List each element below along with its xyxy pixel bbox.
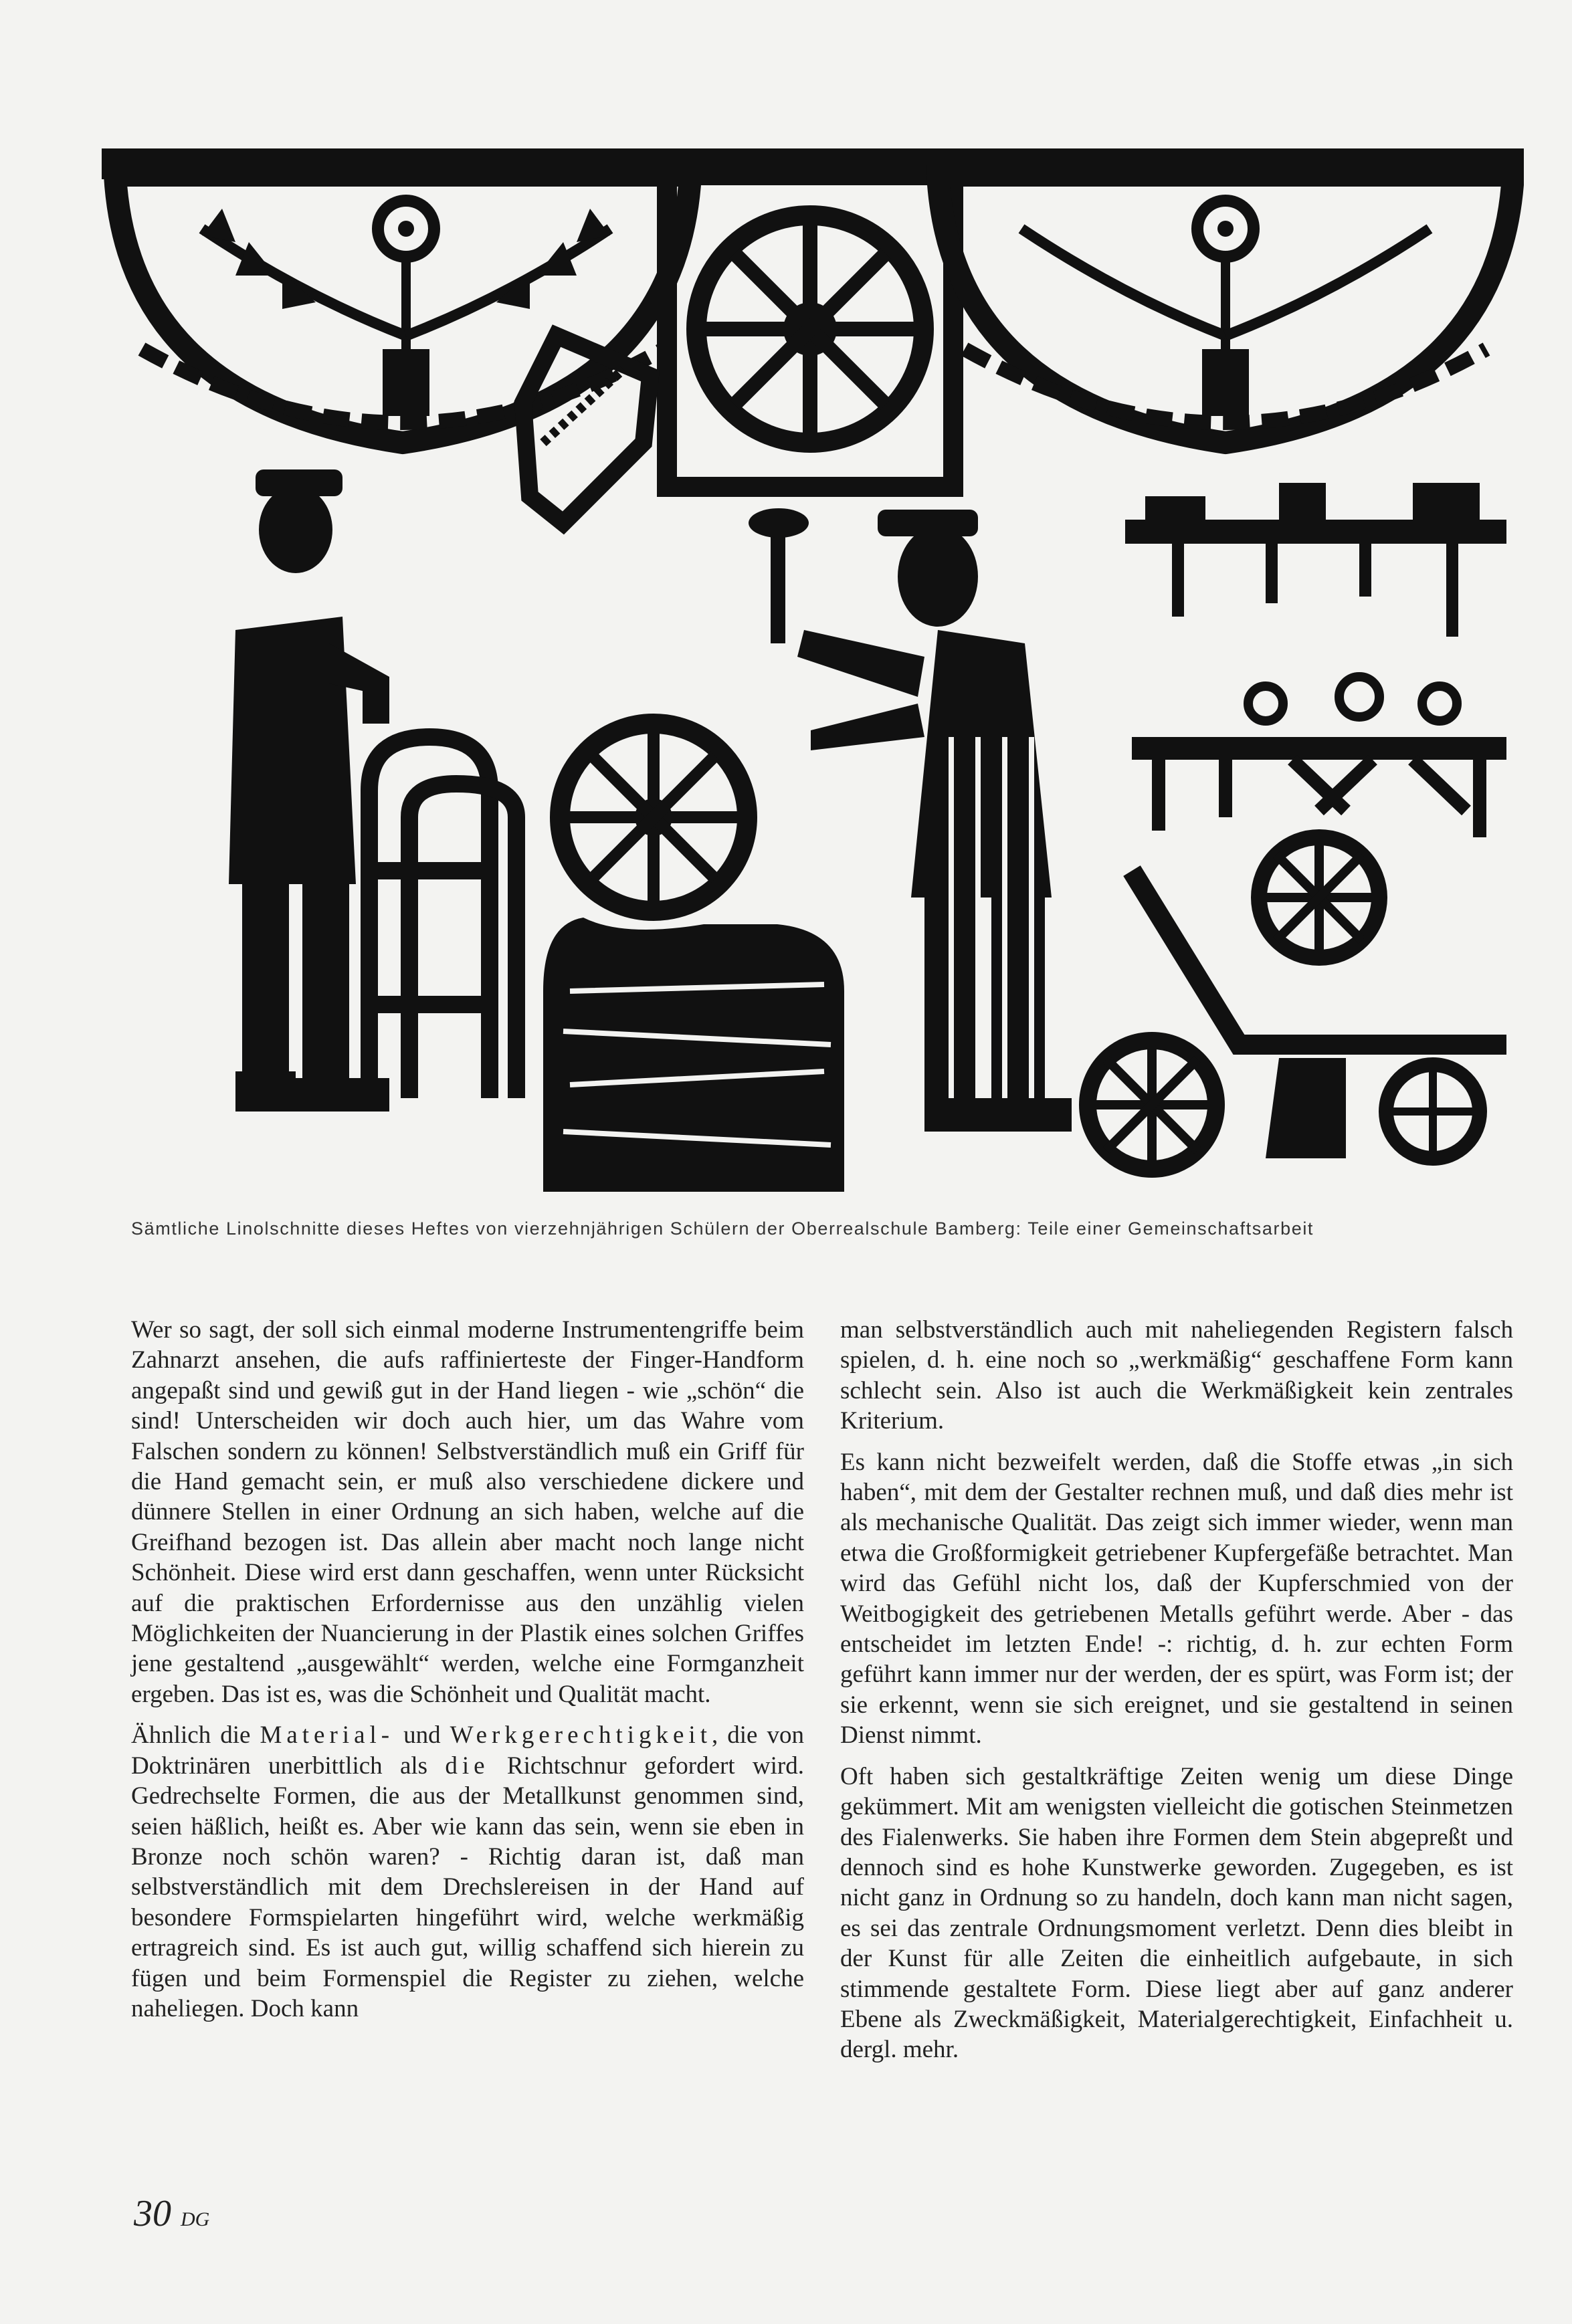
text-column-left [131, 1315, 804, 2034]
tool-shelf-lower [1132, 677, 1506, 837]
linocut-illustration [102, 148, 1524, 1192]
framed-wheel [667, 175, 953, 487]
right-flower-bowl [938, 175, 1513, 443]
text-run: , die von Doktrinären unerbittlich als [131, 1721, 804, 1780]
page-number: 30 [134, 2193, 171, 2234]
text-run: Ähnlich die [131, 1721, 260, 1750]
tool-shelf-upper [1125, 483, 1506, 637]
paragraph [131, 1720, 804, 2024]
emphasis-text: Werkgerechtigkeit [450, 1721, 712, 1750]
paragraph: Wer so sagt, der soll sich einmal moderne Instrumentengriffe beim Zahnarzt ansehen, die aufs raffinierteste der Finger-Handform angepaßt sind und gewiß gut in der Hand liegen - wie „schön“ die sind! Unterscheiden wir doch auch hier, um das Wahre vom Falschen sondern zu können! Selbstverständlich muß ein Griff für die Hand gemacht sein, er muß also verschiedene dickere und dünnere Stellen in einer Ordnung an sich haben, welche auf die Greifhand bezogen ist. Das allein aber macht noch lange nicht Schönheit. Diese wird erst dann geschaffen, wenn unter Rücksicht auf die praktischen Erfordernisse aus den unzählig vielen Möglichkeiten der Nuancierung in der Plastik eines solchen Griffes jene gestaltend „ausgewählt“ werden, welche eine Formganzheit ergeben. Das ist es, was die Schönheit und Qualität macht. [131, 1316, 804, 1708]
magazine-abbreviation: DG [181, 2208, 210, 2230]
text-column-right [840, 1315, 1513, 2076]
cart [1088, 837, 1506, 1169]
text-run: und [394, 1721, 450, 1750]
page-folio [134, 2192, 209, 2235]
emphasis-text: Material- [260, 1721, 395, 1750]
figure-caption: Sämtliche Linolschnitte dieses Heftes von vierzehnjährigen Schülern der Oberrealschule Bamberg: Teile einer Gemeinschaftsarbeit [131, 1219, 1314, 1239]
rack [369, 737, 516, 1098]
paragraph: Oft haben sich gestaltkräftige Zeiten wenig um diese Dinge gekümmert. Mit am wenigsten vielleicht die gotischen Steinmetzen des Fialenwerks. Sie haben ihre Formen dem Stein abgepreßt und dennoch sind es hohe Kunstwerke geworden. Zugegeben, es ist nicht ganz in Ordnung so zu handeln, doch kann man nicht sagen, es sei das zentrale Ordnungsmoment verletzt. Denn dies bleibt in der Kunst für alle Zeiten die einheitlich aufgebaute, in sich stimmende gestaltete Form. Diese liegt aber auf ganz anderer Ebene als Zweckmäßigkeit, Materialgerechtigkeit, Einfachheit u. dergl. mehr. [840, 1762, 1513, 2064]
spinning-wheel [543, 724, 844, 1192]
paragraph: man selbstverständlich auch mit naheliegenden Registern falsch spielen, d. h. eine noch so „werkmäßig“ geschaffene Form kann schlecht sein. Also ist auch die Werkmäßigkeit kein zentrales Kriterium. [840, 1316, 1513, 1435]
text-run: Richtschnur gefordert wird. Gedrechselte Formen, die aus der Metallkunst genommen sind, seien häßlich, heißt es. Aber wie kann das sein, wenn sie eben in Bronze noch schön waren? - Richtig daran ist, daß man selbstverständlich mit dem Drechslereisen in der Hand auf besondere Formspielarten hingeführt wird, welche werkmäßig ertragreich sind. Es ist auch gut, willig schaffend sich hierein zu fügen und beim Formenspiel die Register zu ziehen, welche naheliegen. Doch kann [131, 1752, 805, 2022]
paragraph: Es kann nicht bezweifelt werden, daß die Stoffe etwas „in sich haben“, mit dem der Gestalter rechnen muß, und daß dies mehr ist als mechanische Qualität. Das zeigt sich immer wieder, wenn man etwa die Großformigkeit getriebener Kupfergefäße betrachtet. Man wird das Gefühl nicht los, daß der Kupferschmied von der Weitbogigkeit des getriebenen Metalls geführt werde. Aber - das entscheidet im letzten Ende! -: richtig, d. h. zur echten Form geführt kann immer nur der werden, der es spürt, was Form ist; der sie erkennt, wenn sie sich ereignet, und sie gestaltend in seinen Dienst nimmt. [840, 1448, 1513, 1750]
left-flower-bowl [115, 175, 690, 443]
emphasis-text: die [445, 1752, 490, 1780]
